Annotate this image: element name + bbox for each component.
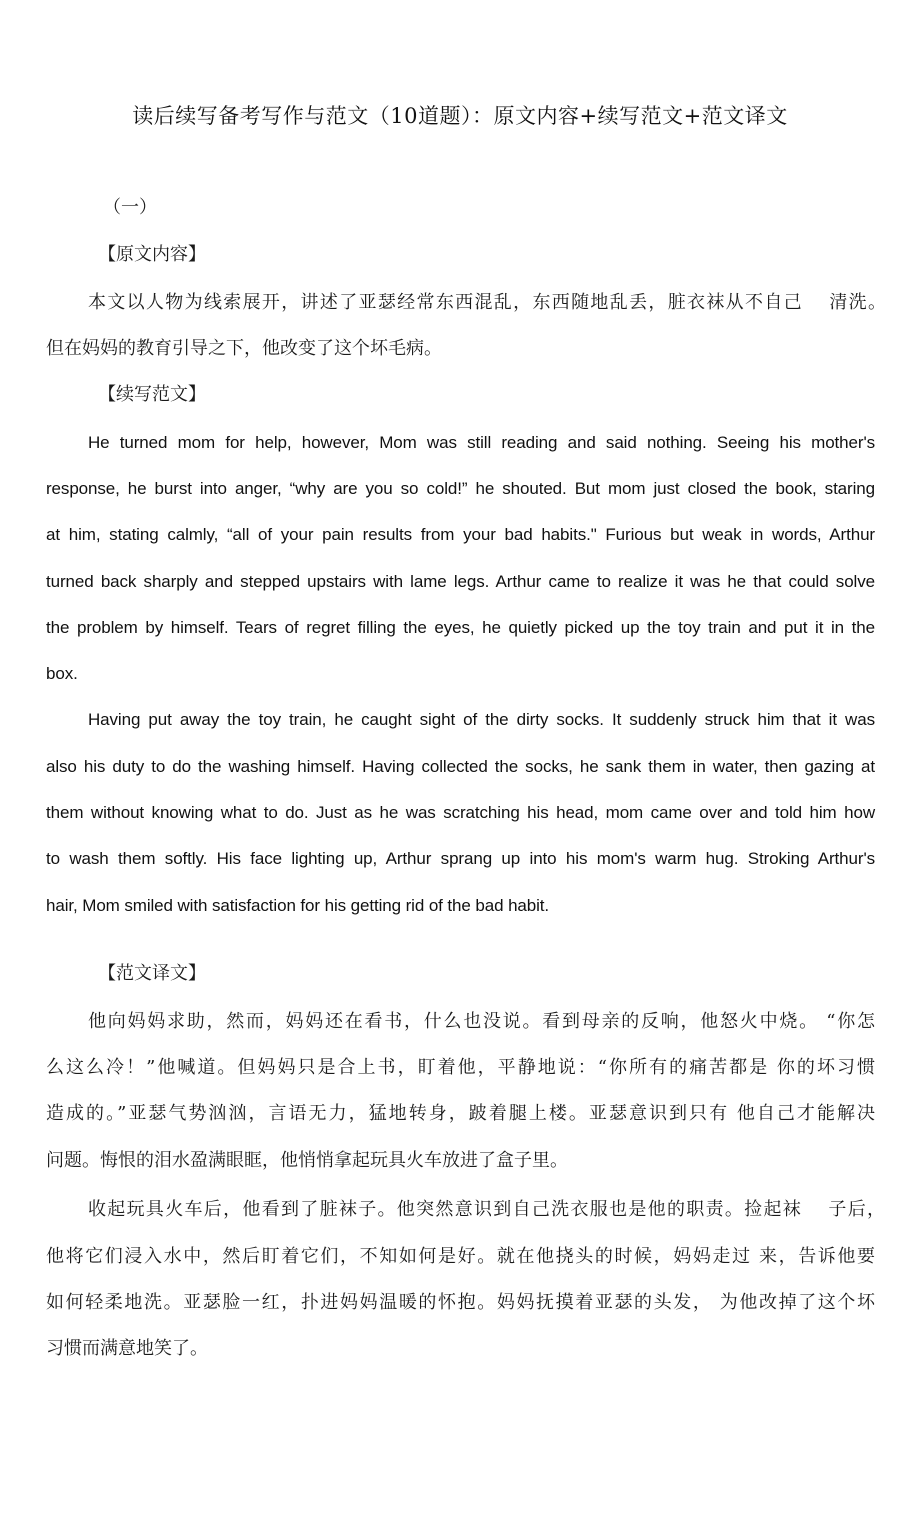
translation-line: 么这么冷！”他喊道。但妈妈只是合上书，盯着他，平静地说：“你所有的痛苦都是 你的坏习惯 — [46, 1057, 875, 1078]
translation-line: 问题。悔恨的泪水盈满眼眶，他悄悄拿起玩具火车放进了盒子里。 — [46, 1150, 568, 1171]
sample-line: them without knowing what to do. Just as he was scratching his head, mom came over and told him how — [46, 803, 875, 822]
sample-line: hair, Mom smiled with satisfaction for his getting rid of the bad habit. — [46, 896, 550, 915]
section-number: （一） — [103, 197, 157, 218]
translation-line: 习惯而满意地笑了。 — [46, 1338, 208, 1359]
sample-line: He turned mom for help, however, Mom was still reading and said nothing. Seeing his mother's — [88, 433, 875, 452]
sample-line: also his duty to do the washing himself. Having collected the socks, he sank them in water, then gazing at — [46, 757, 875, 776]
sample-line: Having put away the toy train, he caught sight of the dirty socks. It suddenly struck him that it was — [88, 710, 875, 729]
sample-line: response, he burst into anger, “why are you so cold!” he shouted. But mom just closed the book, staring — [46, 479, 875, 498]
translation-heading: 【范文译文】 — [98, 963, 206, 984]
sample-line: turned back sharply and stepped upstairs with lame legs. Arthur came to realize it was he that could solve — [46, 572, 875, 591]
sample-line: the problem by himself. Tears of regret filling the eyes, he quietly picked up the toy train and put it in the — [46, 618, 875, 637]
translation-line: 如何轻柔地洗。亚瑟脸一红，扑进妈妈温暖的怀抱。妈妈抚摸着亚瑟的头发， 为他改掉了这个坏 — [46, 1292, 875, 1313]
original-heading: 【原文内容】 — [98, 244, 206, 265]
document-title: 读后续写备考写作与范文（10道题）：原文内容+续写范文+范文译文 — [132, 104, 788, 128]
sample-line: at him, stating calmly, “all of your pain results from your bad habits." Furious but weak in words, Arthur — [46, 525, 875, 544]
translation-line: 他向妈妈求助，然而，妈妈还在看书，什么也没说。看到母亲的反响，他怒火中烧。 “你怎 — [88, 1011, 875, 1032]
sample-line: box. — [46, 664, 78, 683]
sample-line: to wash them softly. His face lighting up, Arthur sprang up into his mom's warm hug. Stroking Arthur's — [46, 849, 875, 868]
sample-heading: 【续写范文】 — [98, 384, 206, 405]
translation-line: 造成的。”亚瑟气势汹汹，言语无力，猛地转身，跛着腿上楼。亚瑟意识到只有 他自己才能解决 — [46, 1103, 875, 1124]
original-line: 但在妈妈的教育引导之下，他改变了这个坏毛病。 — [46, 338, 442, 359]
original-line: 本文以人物为线索展开，讲述了亚瑟经常东西混乱，东西随地乱丢，脏衣袜从不自己 清洗。 — [88, 292, 886, 313]
translation-line: 收起玩具火车后，他看到了脏袜子。他突然意识到自己洗衣服也是他的职责。捡起袜 子后， — [88, 1199, 885, 1220]
translation-line: 他将它们浸入水中，然后盯着它们，不知如何是好。就在他挠头的时候，妈妈走过 来，告诉他要 — [46, 1246, 875, 1267]
